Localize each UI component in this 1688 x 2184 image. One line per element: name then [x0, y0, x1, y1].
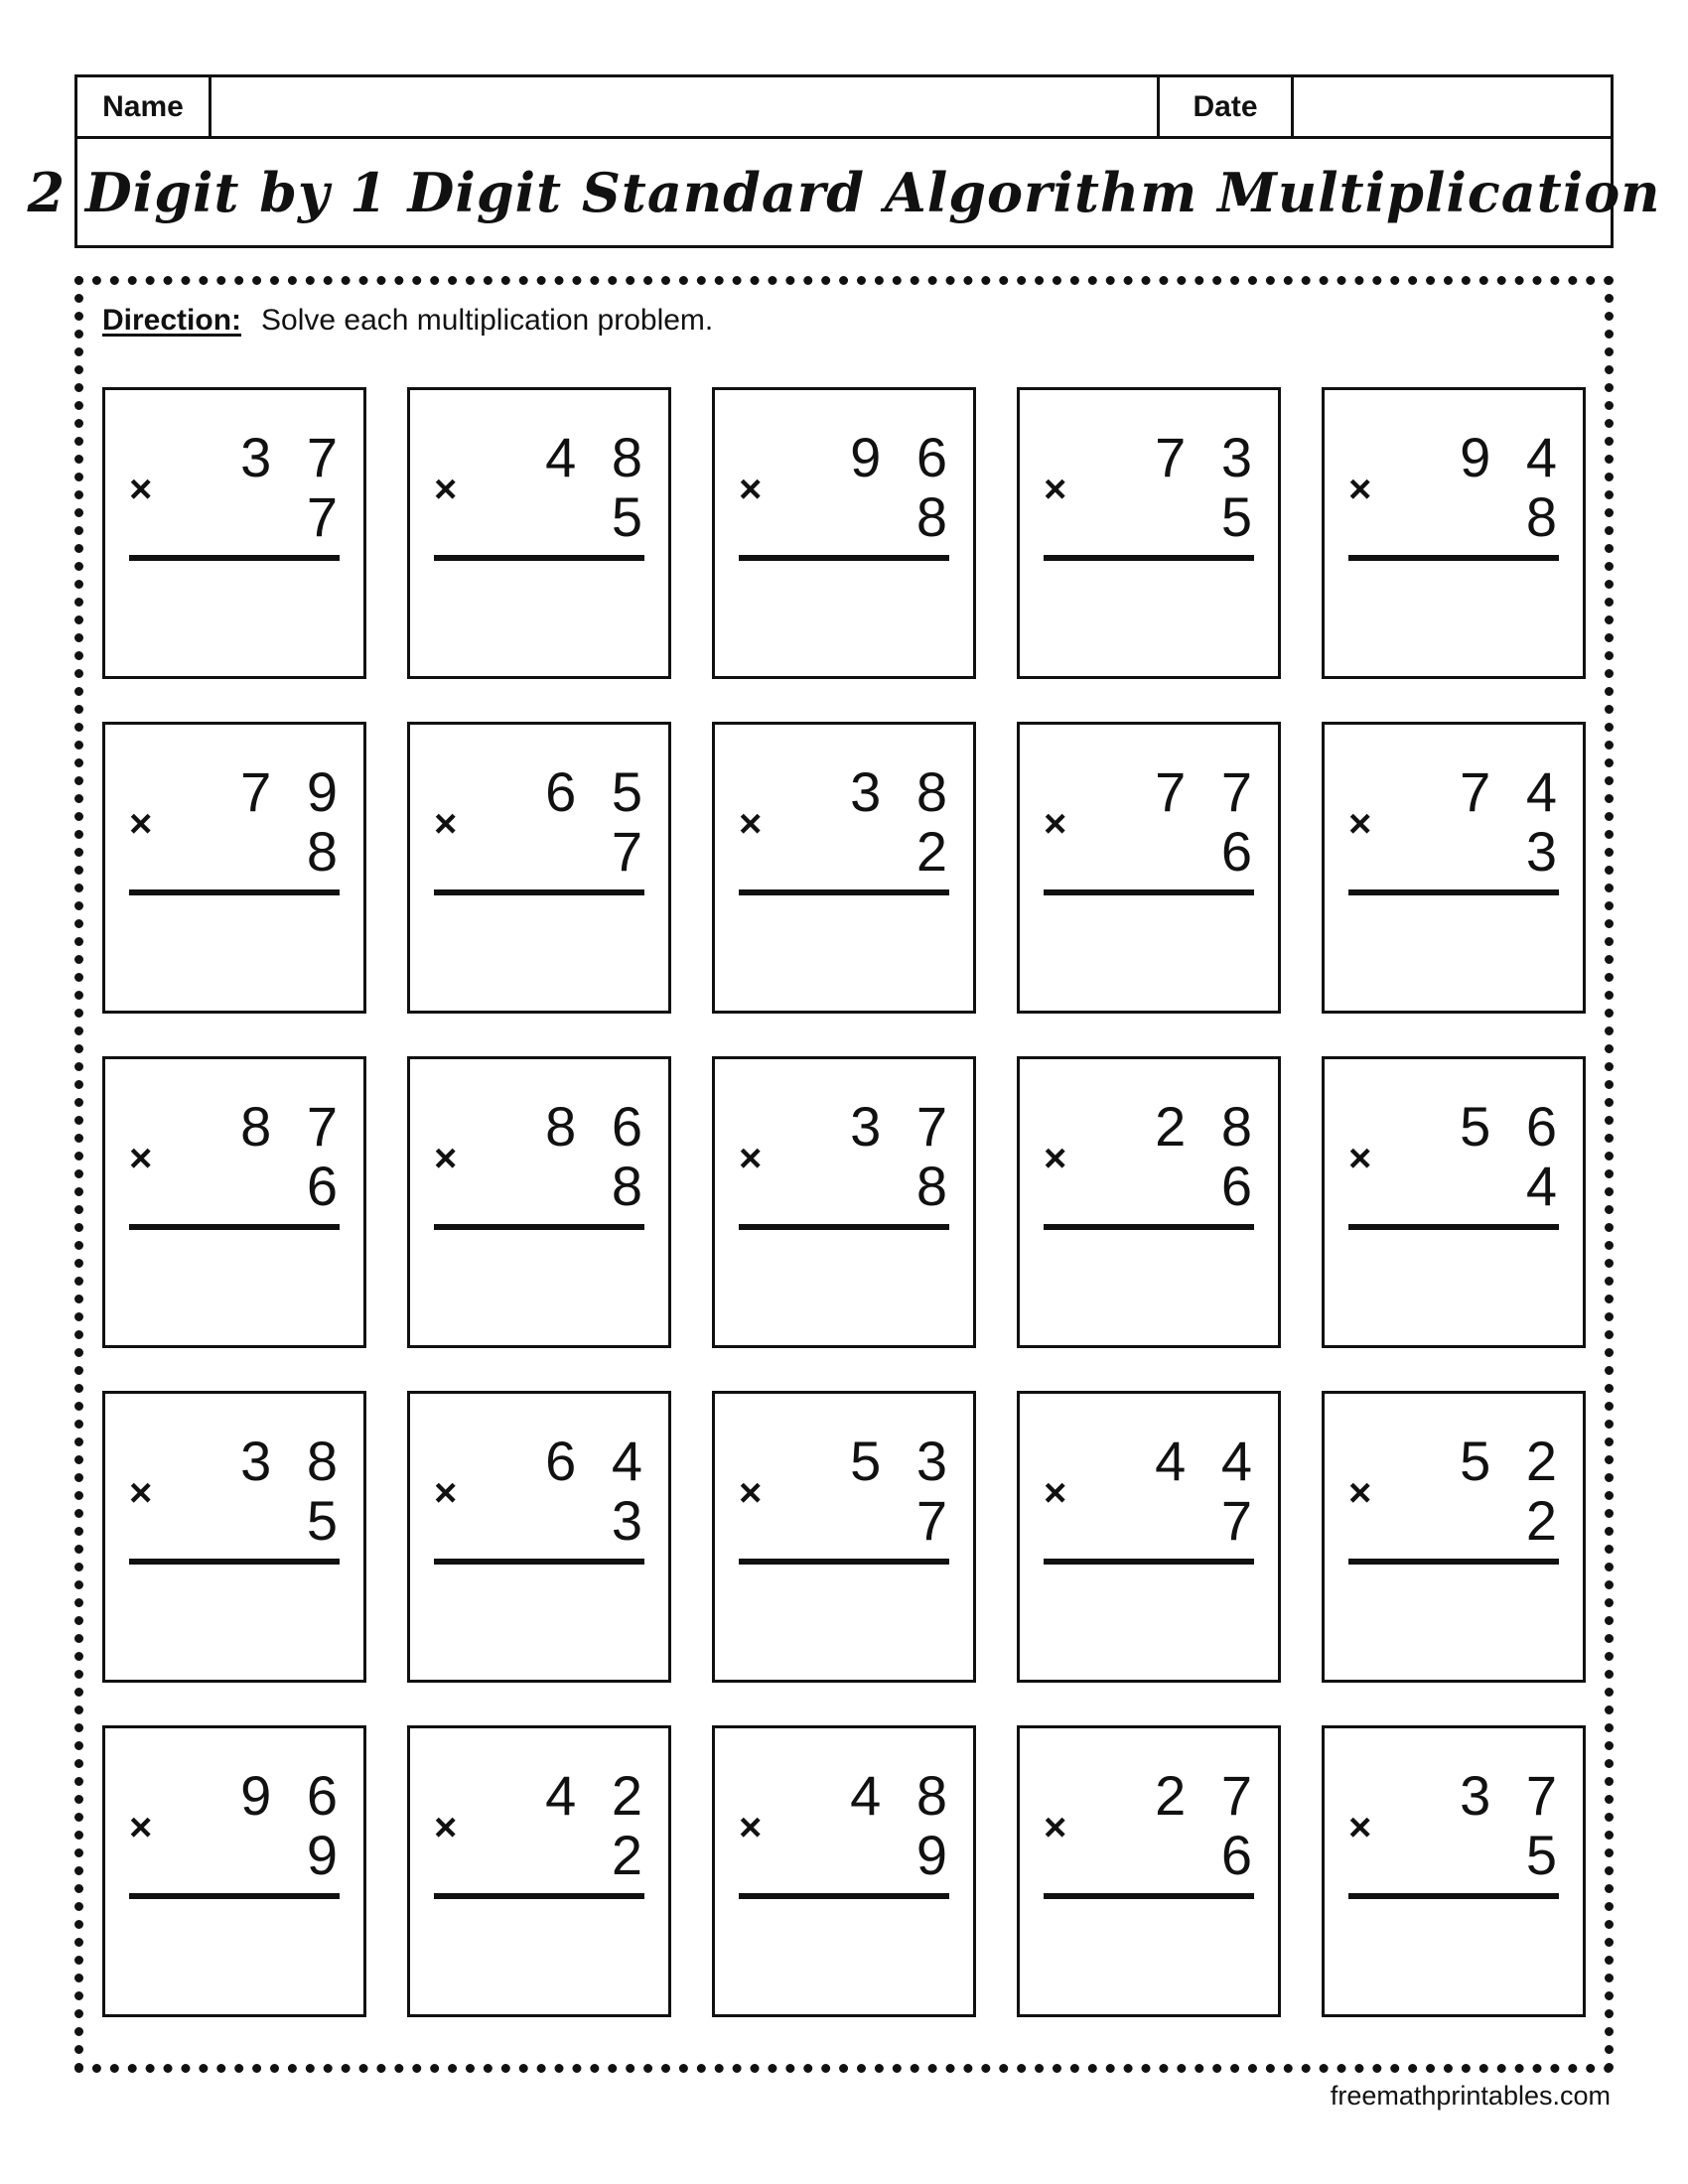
multiplicand: 2 7: [1155, 1764, 1262, 1827]
directions-text: Solve each multiplication problem.: [261, 304, 714, 337]
answer-line: [739, 889, 949, 895]
multiplicand: 8 6: [545, 1095, 652, 1158]
answer-space[interactable]: [434, 1572, 644, 1666]
problem-box: [1017, 387, 1281, 679]
answer-line: [129, 1224, 340, 1230]
answer-space[interactable]: [129, 1907, 340, 2000]
problem-box: [712, 722, 976, 1014]
multiply-sign: ×: [434, 1137, 458, 1180]
multiplier: 5: [306, 1489, 348, 1552]
problem-box: [1017, 1391, 1281, 1683]
answer-line: [129, 889, 340, 895]
multiplicand: 2 8: [1155, 1095, 1262, 1158]
problem-box: [407, 1056, 671, 1348]
answer-line: [1044, 1559, 1254, 1565]
multiplier: 6: [1220, 1824, 1262, 1886]
multiplier: 8: [1525, 485, 1567, 548]
multiplier: 5: [1525, 1824, 1567, 1886]
answer-line: [1044, 1224, 1254, 1230]
multiplicand: 4 4: [1155, 1430, 1262, 1492]
problem-box: [1017, 1725, 1281, 2017]
answer-space[interactable]: [739, 1907, 949, 2000]
multiplier: 7: [611, 820, 652, 883]
name-date-row: [77, 77, 1611, 139]
answer-space[interactable]: [1348, 1572, 1559, 1666]
problem-box: [1322, 387, 1586, 679]
answer-line: [1348, 1559, 1559, 1565]
answer-line: [129, 1559, 340, 1565]
multiply-sign: ×: [1348, 1806, 1372, 1849]
multiplicand: 8 7: [240, 1095, 348, 1158]
multiplicand: 9 4: [1460, 426, 1567, 488]
multiplicand: 9 6: [850, 426, 957, 488]
multiplier: 6: [1220, 1155, 1262, 1217]
multiply-sign: ×: [434, 468, 458, 511]
multiply-sign: ×: [739, 1806, 763, 1849]
multiply-sign: ×: [1044, 468, 1067, 511]
site-credit: freemathprintables.com: [1330, 2081, 1611, 2111]
multiplier: 3: [1525, 820, 1567, 883]
multiply-sign: ×: [434, 1471, 458, 1515]
problem-box: [1322, 722, 1586, 1014]
multiplier: 9: [915, 1824, 957, 1886]
worksheet-title: 2 Digit by 1 Digit Standard Algorithm Multiplication: [27, 160, 1661, 224]
multiplier: 3: [611, 1489, 652, 1552]
answer-line: [434, 555, 644, 561]
multiplicand: 3 8: [850, 760, 957, 823]
answer-line: [739, 1893, 949, 1899]
multiplier: 8: [306, 820, 348, 883]
problem-box: [407, 1391, 671, 1683]
multiplier: 6: [306, 1155, 348, 1217]
multiplier: 7: [1220, 1489, 1262, 1552]
multiply-sign: ×: [434, 1806, 458, 1849]
answer-space[interactable]: [129, 1572, 340, 1666]
multiplier: 2: [611, 1824, 652, 1886]
worksheet-header: [27, 74, 1661, 248]
answer-space[interactable]: [434, 903, 644, 997]
name-field[interactable]: [211, 77, 1160, 136]
multiplicand: 6 4: [545, 1430, 652, 1492]
multiply-sign: ×: [129, 802, 153, 846]
answer-line: [739, 1224, 949, 1230]
problem-box: [1322, 1391, 1586, 1683]
answer-line: [739, 555, 949, 561]
problem-box: [407, 722, 671, 1014]
problem-box: [712, 1725, 976, 2017]
problem-box: [102, 387, 366, 679]
multiplicand: 6 5: [545, 760, 652, 823]
answer-space[interactable]: [1348, 569, 1559, 662]
multiply-sign: ×: [1044, 1471, 1067, 1515]
multiplicand: 7 4: [1460, 760, 1567, 823]
multiplicand: 4 8: [545, 426, 652, 488]
multiplier: 4: [1525, 1155, 1567, 1217]
answer-space[interactable]: [739, 1572, 949, 1666]
multiplier: 5: [611, 485, 652, 548]
answer-line: [434, 889, 644, 895]
multiplier: 2: [915, 820, 957, 883]
multiplicand: 4 8: [850, 1764, 957, 1827]
multiplicand: 9 6: [240, 1764, 348, 1827]
multiplier: 7: [306, 485, 348, 548]
answer-space[interactable]: [129, 1238, 340, 1331]
name-label: Name: [77, 77, 211, 136]
answer-space[interactable]: [434, 1907, 644, 2000]
problem-box: [102, 722, 366, 1014]
problem-box: [102, 1056, 366, 1348]
multiply-sign: ×: [129, 1137, 153, 1180]
answer-space[interactable]: [1044, 569, 1254, 662]
directions-label: Direction:: [102, 304, 242, 337]
answer-line: [1044, 889, 1254, 895]
problem-box: [1017, 1056, 1281, 1348]
multiplicand: 7 3: [1155, 426, 1262, 488]
answer-line: [434, 1559, 644, 1565]
problem-box: [102, 1391, 366, 1683]
multiply-sign: ×: [1348, 1471, 1372, 1515]
answer-space[interactable]: [1044, 1572, 1254, 1666]
answer-space[interactable]: [1348, 903, 1559, 997]
multiplier: 8: [611, 1155, 652, 1217]
multiplicand: 3 7: [240, 426, 348, 488]
date-label: Date: [1160, 77, 1294, 136]
answer-space[interactable]: [1348, 1907, 1559, 2000]
answer-line: [1044, 1893, 1254, 1899]
answer-line: [1044, 555, 1254, 561]
answer-space[interactable]: [434, 1238, 644, 1331]
answer-space[interactable]: [739, 1238, 949, 1331]
date-field[interactable]: [1294, 77, 1611, 136]
multiplicand: 7 9: [240, 760, 348, 823]
problem-box: [407, 387, 671, 679]
multiply-sign: ×: [434, 802, 458, 846]
multiplicand: 3 8: [240, 1430, 348, 1492]
answer-space[interactable]: [739, 903, 949, 997]
problem-box: [712, 1391, 976, 1683]
multiplier: 8: [915, 1155, 957, 1217]
multiply-sign: ×: [1348, 468, 1372, 511]
multiply-sign: ×: [1348, 1137, 1372, 1180]
title-row: [27, 139, 1661, 245]
multiply-sign: ×: [129, 1471, 153, 1515]
multiply-sign: ×: [1044, 802, 1067, 846]
multiplier: 5: [1220, 485, 1262, 548]
answer-line: [1348, 1224, 1559, 1230]
multiply-sign: ×: [739, 468, 763, 511]
answer-line: [434, 1224, 644, 1230]
answer-space[interactable]: [739, 569, 949, 662]
multiply-sign: ×: [1044, 1806, 1067, 1849]
answer-line: [1348, 555, 1559, 561]
multiply-sign: ×: [129, 468, 153, 511]
answer-space[interactable]: [1348, 1238, 1559, 1331]
multiplicand: 5 2: [1460, 1430, 1567, 1492]
multiply-sign: ×: [739, 1471, 763, 1515]
problem-box: [712, 387, 976, 679]
multiply-sign: ×: [1348, 802, 1372, 846]
answer-line: [129, 1893, 340, 1899]
multiply-sign: ×: [129, 1806, 153, 1849]
answer-space[interactable]: [1044, 1907, 1254, 2000]
multiplicand: 5 3: [850, 1430, 957, 1492]
multiplicand: 7 7: [1155, 760, 1262, 823]
multiplier: 8: [915, 485, 957, 548]
answer-space[interactable]: [129, 569, 340, 662]
multiplier: 7: [915, 1489, 957, 1552]
directions: [102, 304, 713, 338]
problem-box: [1017, 722, 1281, 1014]
problem-box: [1322, 1056, 1586, 1348]
multiplier: 2: [1525, 1489, 1567, 1552]
answer-line: [739, 1559, 949, 1565]
problem-box: [712, 1056, 976, 1348]
answer-line: [129, 555, 340, 561]
multiply-sign: ×: [739, 1137, 763, 1180]
problem-box: [407, 1725, 671, 2017]
multiply-sign: ×: [1044, 1137, 1067, 1180]
multiplier: 9: [306, 1824, 348, 1886]
multiplier: 6: [1220, 820, 1262, 883]
multiplicand: 5 6: [1460, 1095, 1567, 1158]
multiplicand: 3 7: [850, 1095, 957, 1158]
answer-space[interactable]: [434, 569, 644, 662]
answer-space[interactable]: [1044, 903, 1254, 997]
problem-box: [1322, 1725, 1586, 2017]
problem-box: [102, 1725, 366, 2017]
multiplicand: 4 2: [545, 1764, 652, 1827]
answer-space[interactable]: [129, 903, 340, 997]
answer-line: [434, 1893, 644, 1899]
multiplicand: 3 7: [1460, 1764, 1567, 1827]
answer-line: [1348, 1893, 1559, 1899]
answer-line: [1348, 889, 1559, 895]
answer-space[interactable]: [1044, 1238, 1254, 1331]
multiply-sign: ×: [739, 802, 763, 846]
